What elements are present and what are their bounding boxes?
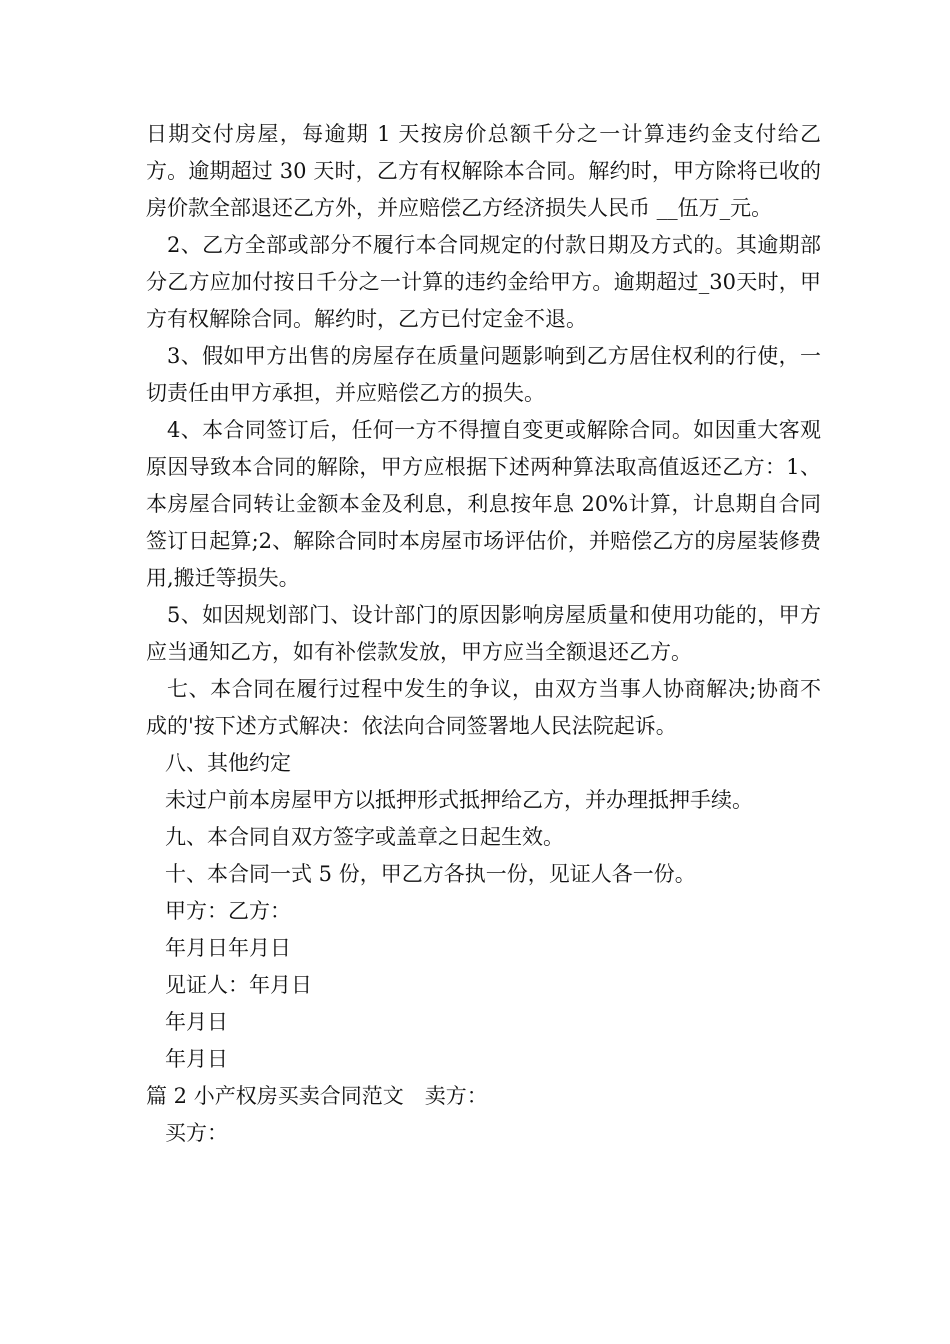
paragraph-section-9: 九、本合同自双方签字或盖章之日起生效。 xyxy=(165,825,564,849)
paragraph-clause-2: 2、乙方全部或部分不履行本合同规定的付款日期及方式的。其逾期部分乙方应加付按日千分之一计算的违约金给甲方。逾期超过_30天时，甲方有权解除合同。解约时，乙方已付定金不退。 xyxy=(146,233,821,331)
paragraph-penalty-delivery: 日期交付房屋，每逾期 1 天按房价总额千分之一计算违约金支付给乙方。逾期超过 30 天时，乙方有权解除本合同。解约时，甲方除将已收的房价款全部退还乙方外，并应赔偿乙方经济损失人民币 __伍万_元。 xyxy=(146,122,821,220)
document-body xyxy=(146,116,821,1152)
paragraph-mortgage: 未过户前本房屋甲方以抵押形式抵押给乙方，并办理抵押手续。 xyxy=(165,788,753,812)
paragraph-section-10: 十、本合同一式 5 份，甲乙方各执一份，见证人各一份。 xyxy=(165,862,696,886)
heading-section-8: 八、其他约定 xyxy=(165,751,291,775)
buyer-label: 买方： xyxy=(165,1121,228,1145)
paragraph-clause-4: 4、本合同签订后，任何一方不得擅自变更或解除合同。如因重大客观原因导致本合同的解除，甲方应根据下述两种算法取高值返还乙方：1、本房屋合同转让金额本金及利息，利息按年息 20%计算，计息期自合同签订日起算;2、解除合同时本房屋市场评估价，并赔偿乙方的房屋装修费用,搬迁等损失。 xyxy=(146,418,821,590)
signature-dates: 年月日年月日 xyxy=(165,936,291,960)
paragraph-clause-3: 3、假如甲方出售的房屋存在质量问题影响到乙方居住权利的行使，一切责任由甲方承担，并应赔偿乙方的损失。 xyxy=(146,344,821,405)
signature-date-2: 年月日 xyxy=(165,1047,228,1071)
paragraph-section-7: 七、本合同在履行过程中发生的争议，由双方当事人协商解决;协商不成的'按下述方式解决：依法向合同签署地人民法院起诉。 xyxy=(146,677,821,738)
signature-witness: 见证人：年月日 xyxy=(165,973,312,997)
signature-date-1: 年月日 xyxy=(165,1010,228,1034)
section-title-part-2: 篇 2 小产权房买卖合同范文 卖方： xyxy=(146,1084,488,1108)
paragraph-clause-5: 5、如因规划部门、设计部门的原因影响房屋质量和使用功能的，甲方应当通知乙方，如有补偿款发放，甲方应当全额退还乙方。 xyxy=(146,603,821,664)
signature-parties: 甲方：乙方： xyxy=(165,899,291,923)
